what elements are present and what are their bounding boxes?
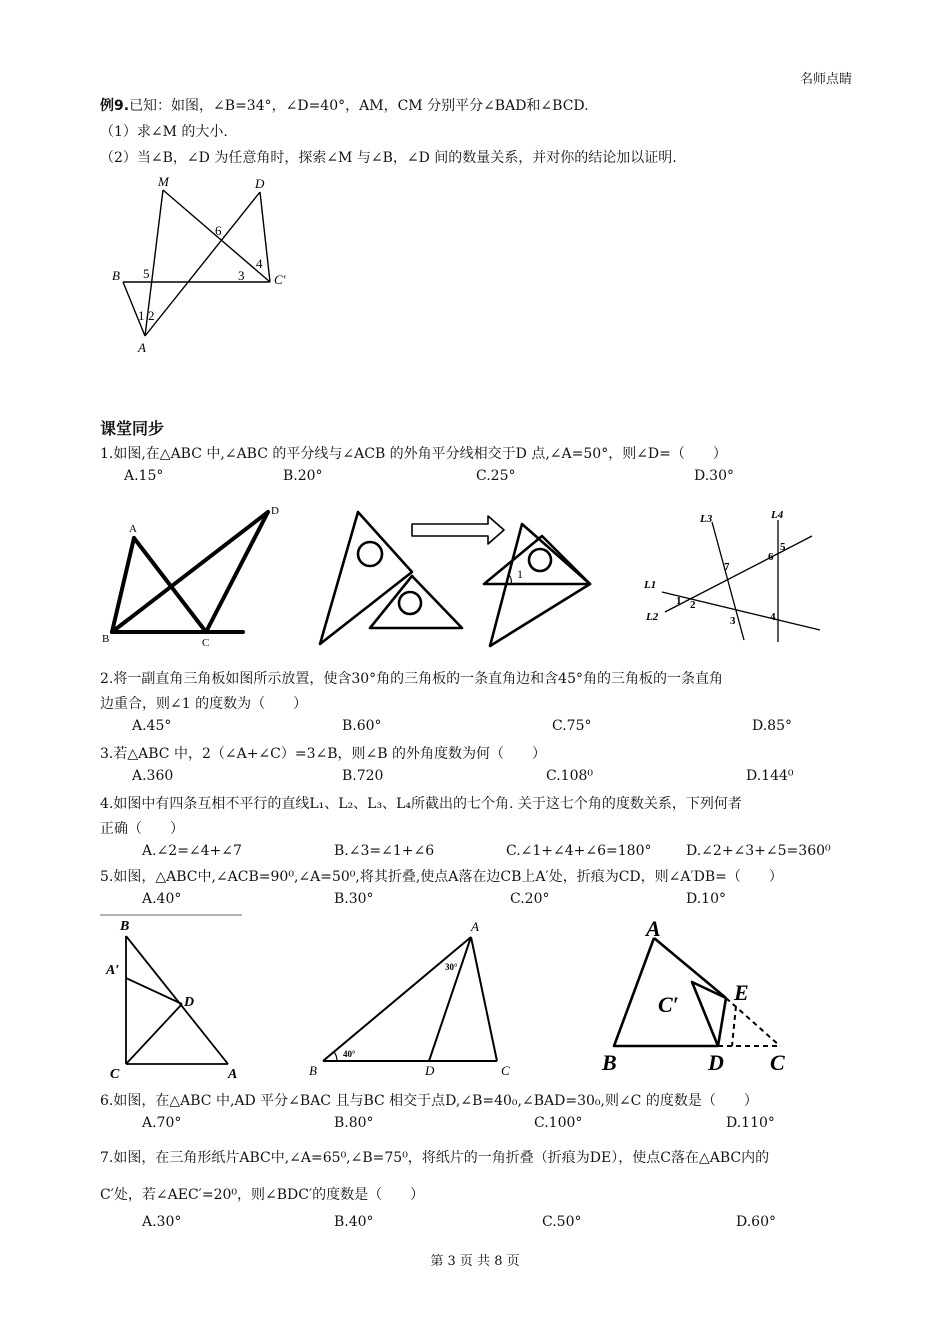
- q2-stem-line2: 边重合，则∠1 的度数为（ ）: [100, 696, 308, 712]
- q7-label-d: D: [708, 1050, 724, 1075]
- ex9-label-c: C': [274, 272, 286, 287]
- q5-label-c: C: [110, 1067, 120, 1082]
- q1-label-a: A: [129, 523, 137, 535]
- q5-label-b: B: [120, 919, 130, 934]
- q5-option-d: D.10°: [686, 891, 726, 907]
- q7-option-d: D.60°: [736, 1214, 776, 1230]
- q6-line-ba: [323, 937, 471, 1061]
- q5-label-a1: A′: [106, 963, 120, 978]
- q1-label-b: B: [102, 633, 110, 645]
- q3-option-d: D.144⁰: [746, 768, 794, 784]
- q2-option-b: B.60°: [342, 718, 382, 734]
- q1-option-b: B.20°: [283, 468, 323, 484]
- q4-option-a: A.∠2=∠4+∠7: [142, 843, 242, 859]
- q1-stem: 1.如图,在△ABC 中,∠ABC 的平分线与∠ACB 的外角平分线相交于D 点,∠A=50°，则∠D=（ ）: [100, 446, 727, 462]
- q2-label-1: 1: [517, 567, 523, 581]
- q4-label-6: 6: [768, 551, 774, 563]
- q7-label-c1: C′: [658, 992, 679, 1017]
- q6-label-c: C: [501, 1063, 510, 1078]
- q2-option-a: A.45°: [132, 718, 172, 734]
- q1-option-a: A.15°: [124, 468, 164, 484]
- q1-option-d: D.30°: [694, 468, 734, 484]
- q6-label-angle30: 30°: [445, 962, 458, 972]
- q2-setsquare-45-left: [370, 576, 462, 628]
- q7-option-b: B.40°: [334, 1214, 374, 1230]
- q4-line-l3: [712, 522, 744, 640]
- q6-option-d: D.110°: [726, 1115, 775, 1131]
- q5-fold-figure: [100, 912, 250, 1082]
- q2-option-d: D.85°: [752, 718, 792, 734]
- q1-line-cd: [206, 512, 268, 632]
- q1-label-d: D: [271, 505, 279, 517]
- page-footer: 第 3 页 共 8 页: [430, 1254, 520, 1269]
- q4-option-d: D.∠2+∠3+∠5=360⁰: [686, 843, 831, 859]
- q7-stem-line2: C′处，若∠AEC′=20⁰，则∠BDC′的度数是（ ）: [100, 1187, 425, 1203]
- ex9-label-b: B: [112, 268, 120, 283]
- ex9-label-4: 4: [256, 256, 263, 271]
- q4-label-4: 4: [770, 611, 776, 623]
- q6-triangle-figure: [305, 915, 525, 1080]
- q5-line-cd: [126, 1004, 182, 1064]
- q4-label-l3: L3: [700, 513, 713, 525]
- q2-setsquare-45-right: [484, 536, 590, 584]
- q5-line-a1d: [126, 978, 182, 1004]
- q2-setsquare-figure: [312, 500, 602, 650]
- q2-setsquare-hole-3: [529, 549, 551, 571]
- q6-option-a: A.70°: [142, 1115, 182, 1131]
- q4-label-1: 1: [676, 595, 682, 607]
- q7-line-de: [718, 998, 726, 1046]
- ex9-label-6: 6: [215, 223, 222, 238]
- ex9-label-m: M: [158, 174, 169, 189]
- ex9-label-3: 3: [238, 268, 245, 283]
- ex9-label-d: D: [255, 176, 265, 191]
- q1-label-c: C: [202, 637, 210, 649]
- q3-option-c: C.108⁰: [546, 768, 593, 784]
- q4-label-7: 7: [724, 561, 730, 573]
- q7-label-c: C: [770, 1050, 785, 1075]
- q6-label-b: B: [309, 1063, 317, 1078]
- ex9-line-ad: [145, 192, 260, 336]
- example9-q2: （2）当∠B，∠D 为任意角时，探索∠M 与∠B，∠D 间的数量关系，并对你的结论加以证明.: [100, 150, 677, 166]
- q1-triangle-figure: [98, 500, 288, 650]
- q6-label-d: D: [425, 1063, 435, 1078]
- ex9-label-a: A: [138, 340, 146, 355]
- q4-label-5: 5: [780, 541, 786, 553]
- q6-option-c: C.100°: [534, 1115, 583, 1131]
- example9-stem-line: [100, 95, 589, 115]
- ex9-label-2: 2: [148, 308, 155, 323]
- q3-option-b: B.720: [342, 768, 384, 784]
- q4-option-c: C.∠1+∠4+∠6=180°: [506, 843, 652, 859]
- q2-setsquare-hole-2: [399, 592, 421, 614]
- q7-paper-figure: [600, 918, 810, 1078]
- q7-label-e: E: [734, 980, 749, 1005]
- q5-label-d: D: [184, 995, 195, 1010]
- q4-label-3: 3: [730, 615, 736, 627]
- arrow-right-icon: [412, 516, 504, 544]
- q7-label-b: B: [602, 1050, 617, 1075]
- q3-option-a: A.360: [132, 768, 174, 784]
- example9-figure: [100, 170, 300, 360]
- q2-setsquare-hole-1: [358, 542, 382, 566]
- q4-label-l4: L4: [771, 509, 784, 521]
- q6-angle-arc-b: [334, 1052, 337, 1061]
- section-title: 课堂同步: [100, 419, 165, 438]
- example9-stem: 已知：如图，∠B=34°，∠D=40°，AM，CM 分别平分∠BAD和∠BCD.: [129, 98, 589, 114]
- q7-option-c: C.50°: [542, 1214, 582, 1230]
- q5-option-c: C.20°: [510, 891, 550, 907]
- q5-option-a: A.40°: [142, 891, 182, 907]
- q6-label-a: A: [471, 919, 479, 934]
- q7-dashed-inner: [732, 1006, 736, 1046]
- header-label: 名师点睛: [799, 72, 852, 87]
- q7-line-ae: [654, 938, 726, 998]
- q4-line-l1: [662, 592, 820, 630]
- q4-option-b: B.∠3=∠1+∠6: [334, 843, 435, 859]
- q6-label-angle40: 40°: [343, 1049, 356, 1059]
- q5-label-a: A: [228, 1067, 238, 1082]
- q5-stem: 5.如图，△ABC中,∠ACB=90⁰,∠A=50⁰,将其折叠,使点A落在边CB上A′处，折痕为CD，则∠A′DB=（ ）: [100, 869, 783, 885]
- q7-dashed-ec: [726, 998, 780, 1046]
- example9-tag: 例9.: [100, 98, 130, 114]
- q1-option-c: C.25°: [476, 468, 516, 484]
- q6-option-b: B.80°: [334, 1115, 374, 1131]
- q6-stem: 6.如图，在△ABC 中,AD 平分∠BAC 且与BC 相交于点D,∠B=40₀,∠BAD=30₀,则∠C 的度数是（ ）: [100, 1093, 758, 1109]
- q4-label-l1: L1: [644, 579, 657, 591]
- example9-q1: （1）求∠M 的大小.: [100, 124, 228, 140]
- q2-option-c: C.75°: [552, 718, 592, 734]
- ex9-label-1: 1: [138, 308, 145, 323]
- q4-stem-line1: 4.如图中有四条互相不平行的直线L₁、L₂、L₃、L₄所截出的七个角. 关于这七个角的度数关系，下列何者: [100, 796, 742, 812]
- q4-line-l2: [665, 536, 812, 612]
- q7-stem-line1: 7.如图，在三角形纸片ABC中,∠A=65⁰,∠B=75⁰，将纸片的一角折叠（折痕为DE），使点C落在△ABC内的: [100, 1150, 770, 1166]
- q7-label-a: A: [646, 916, 661, 941]
- ex9-label-5: 5: [143, 266, 150, 281]
- q4-label-l2: L2: [646, 611, 659, 623]
- q5-option-b: B.30°: [334, 891, 374, 907]
- q3-stem: 3.若△ABC 中，2（∠A+∠C）=3∠B，则∠B 的外角度数为何（ ）: [100, 746, 546, 762]
- q2-stem-line1: 2.将一副直角三角板如图所示放置，使含30°角的三角板的一条直角边和含45°角的三角板的一条直角: [100, 671, 723, 687]
- q4-stem-line2: 正确（ ）: [100, 821, 184, 837]
- q7-option-a: A.30°: [142, 1214, 182, 1230]
- q6-line-ac: [471, 937, 497, 1061]
- q2-setsquare-30-left: [320, 512, 412, 644]
- q4-lines-figure: [640, 500, 840, 650]
- q4-label-2: 2: [690, 599, 696, 611]
- q5-line-ba: [126, 936, 228, 1064]
